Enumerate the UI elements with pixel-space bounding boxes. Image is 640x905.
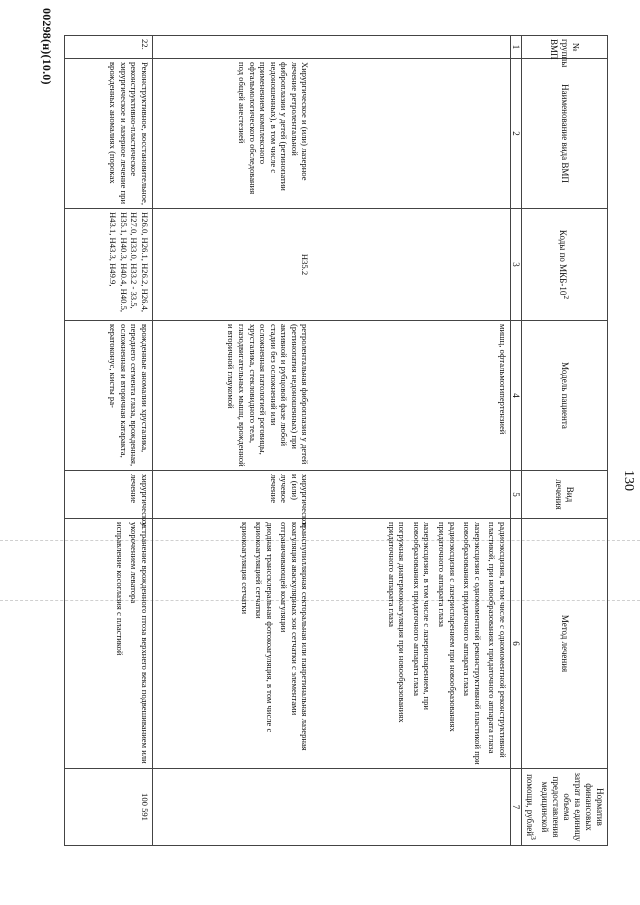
methods-cell: [65, 519, 153, 769]
header-group-number: № группы ВМП: [522, 36, 608, 59]
header-patient-model: Модель пациента: [522, 321, 608, 471]
table-row-22: [65, 36, 153, 846]
method-item: устранение врожденного птоза верхнего века подвешиванием или укорочением леватора: [129, 522, 150, 764]
cost-norm-cell: 100 591: [65, 769, 153, 846]
vmp-name-cell: Реконструктивное, восстановительное, реконструктивно-пластическое хирургическое и лазерное лечение при врожденных аномалиях (пороках: [65, 59, 153, 209]
method-item: погружная диатермокоагуляция при новообразованиях придаточного аппарата глаза: [386, 522, 408, 723]
header-row: [522, 36, 608, 846]
patient-model-cell: ретролентальная фиброплазия у детей (ретинопатия недоношенных) при активной и рубцовой фазе любой стадии без осложнений или осложненная патологией роговицы, хрусталика, стекловидного тела, глазодвигательных мышц, врожденной и вторичной глаукомой: [153, 321, 313, 471]
treatment-type-cell: хирургическое лечение: [65, 471, 153, 519]
column-number: 7: [511, 769, 522, 846]
method-item: исправление косоглазия с пластикой: [114, 522, 125, 656]
treatment-type-cell: хирургическое и (или) лучевое лечение: [153, 471, 313, 519]
method-item: лазерэксцизия, в том числе с лазериспарением, при новообразованиях придаточного аппарата глаза: [411, 522, 433, 711]
header-treatment-type: Вид лечения: [522, 471, 608, 519]
method-item: диодная транссклеральная фотокоагуляция, в том числе с криокоагуляцией сетчатки: [254, 522, 275, 733]
mkb-codes-cell: H26.0, H26.1, H26.2, H26.4, H27.0, H33.0, H33.2 - 33.5, H35.1, H40.3, H40.4, H40.5, H43.1, H43.3, H49.9,: [65, 209, 153, 321]
method-item: лазерэксцизия с одномоментной реконструктивной пластикой при новообразованиях придаточного аппарата глаза: [462, 522, 483, 765]
column-number: 5: [511, 471, 522, 519]
method-item: радиоэксцизия с лазериспарением при новообразованиях придаточного аппарата глаза: [437, 522, 458, 732]
page-number: 130: [621, 470, 636, 491]
patient-model-cell: врожденные аномалии хрусталика, переднего сегмента глаза, врожденная, осложненная и вторичная катаракта, кератоконус, кисты ра-: [65, 321, 153, 471]
method-item: криокоагуляция сетчатки: [239, 522, 250, 615]
method-item: радиоэксцизия, в том числе с одномоментной реконструктивной пластикой, при новообразованиях придаточного аппарата глаза: [487, 522, 508, 758]
vmp-table: [64, 35, 608, 846]
column-number: 1: [511, 36, 522, 59]
vmp-name-cell: Хирургическое и (или) лазерное лечение ретролентальной фиброплазии у детей (ретинопатии недоношенных), в том числе с применением комплексного офтальмологического обследования под общей анестезией: [153, 59, 313, 209]
column-number: 6: [511, 519, 522, 769]
column-number-row: [511, 36, 522, 846]
group-number-cell: 22.: [65, 36, 153, 59]
methods-cell: [313, 519, 511, 769]
header-vmp-name: Наименование вида ВМП: [522, 59, 608, 209]
method-item: транспупиллярная секторальная или панретинальная лазерная коагуляция аваскулярных зон сетчатки с элементами отграничивающей коагуляции: [279, 522, 311, 751]
document-code: 00298(н)(10.0): [40, 8, 54, 85]
column-number: 3: [511, 209, 522, 321]
patient-model-cell: мишц, офтальмогипертензией: [313, 321, 511, 471]
column-number: 2: [511, 59, 522, 209]
methods-cell: [153, 519, 313, 769]
header-cost-norm: Норматив финансовых затрат на единицу объема предоставления медицинской помощи, рублей$^3$: [522, 769, 608, 846]
header-treatment-method: Метод лечения: [522, 519, 608, 769]
table-row-continuation: [313, 36, 511, 846]
column-number: 4: [511, 321, 522, 471]
header-mkb-codes: Коды по МКБ-$10^2$: [522, 209, 608, 321]
table-row-rop: [153, 36, 313, 846]
mkb-codes-cell: H35.2: [153, 209, 313, 321]
